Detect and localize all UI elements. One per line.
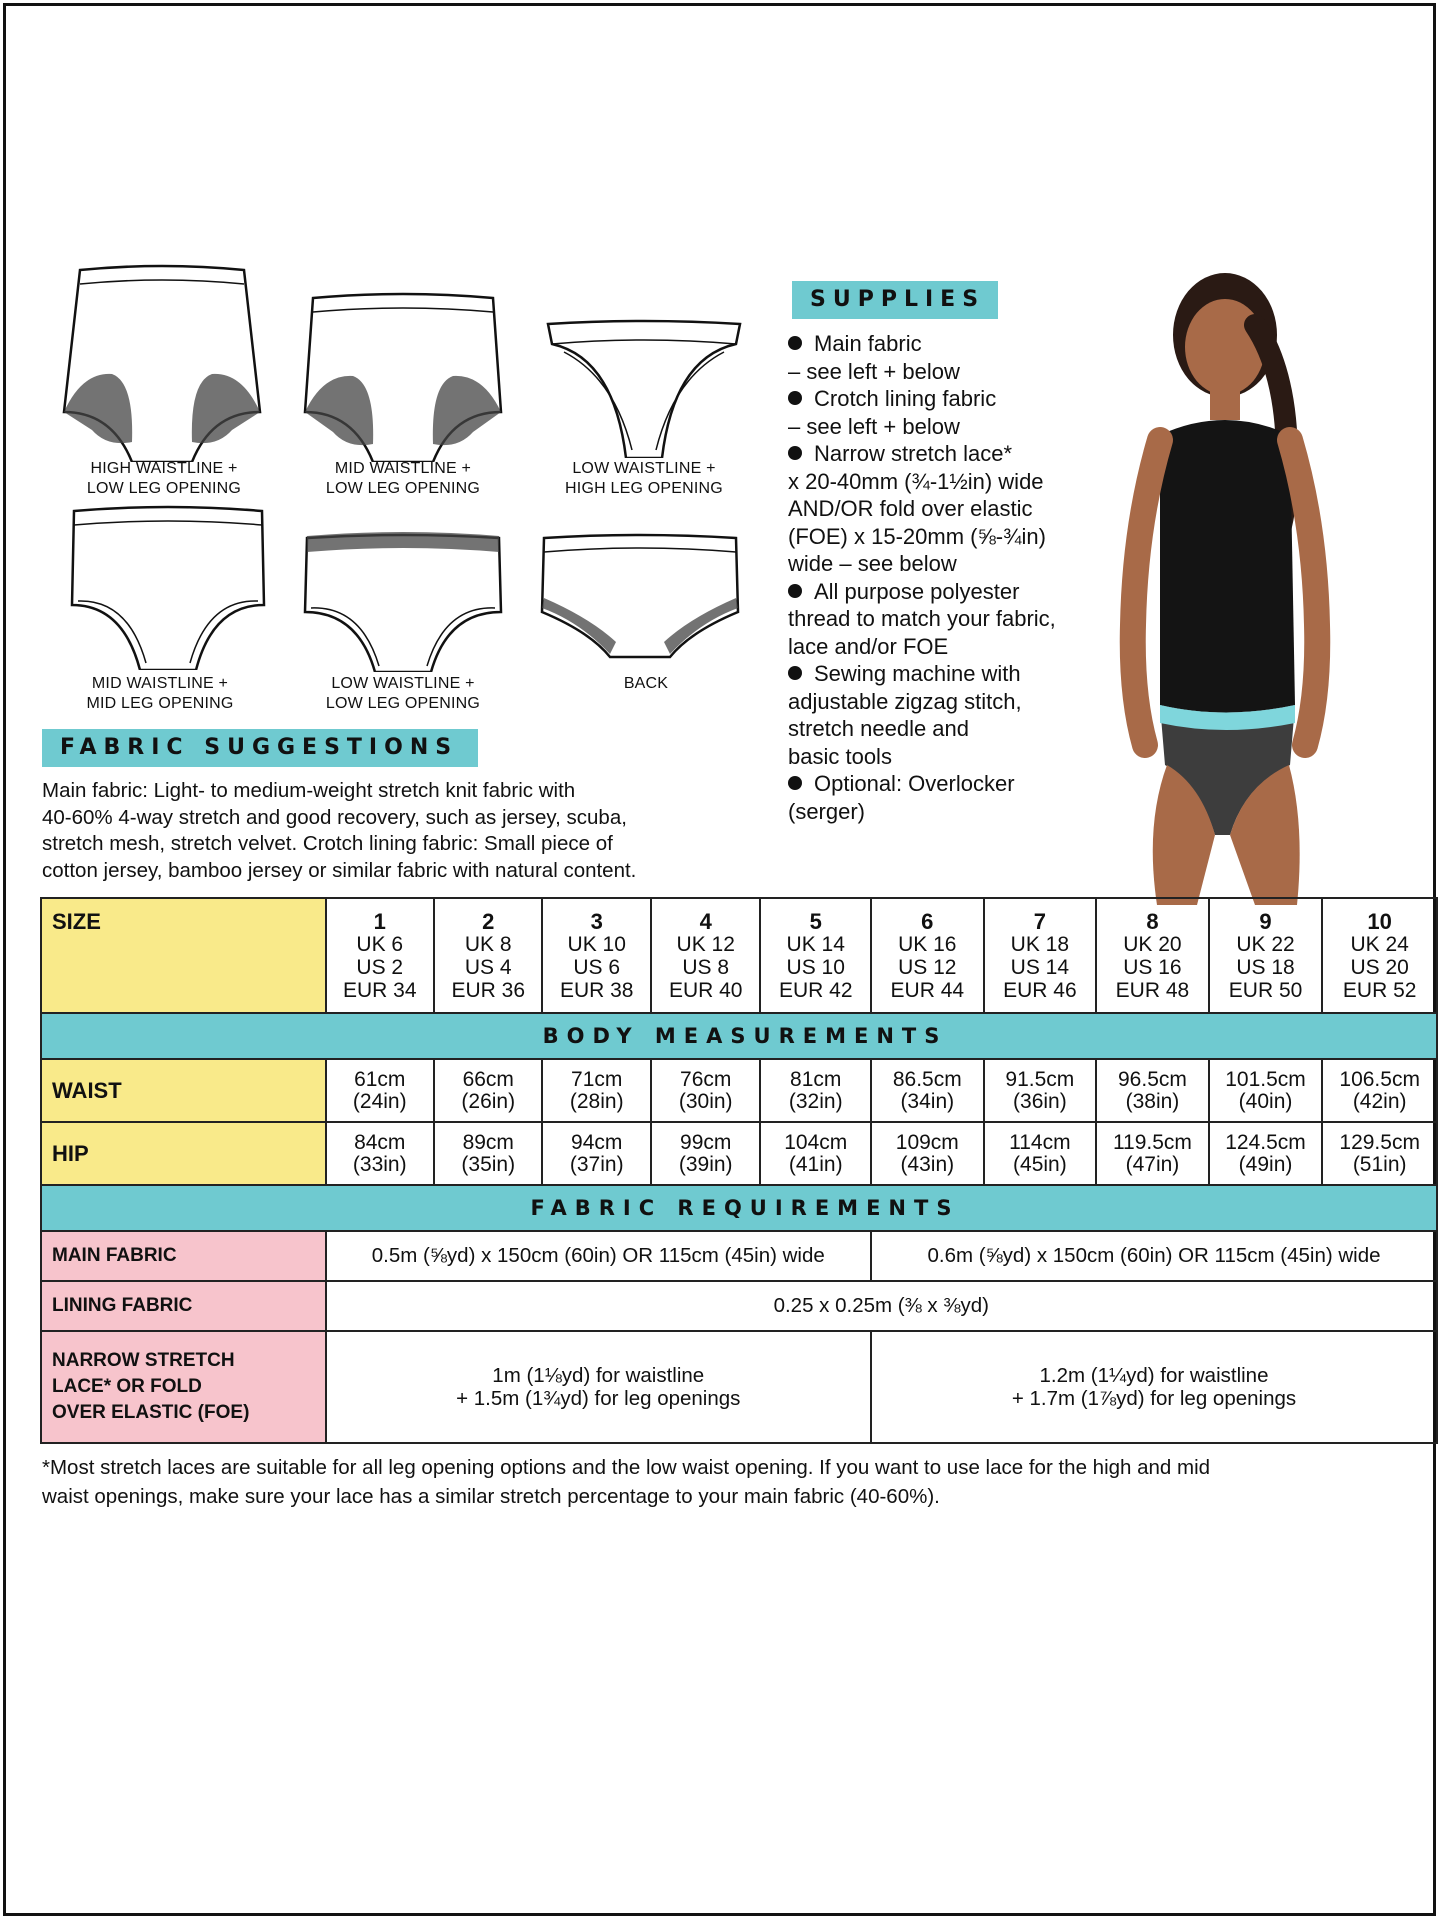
bullet-icon [788, 391, 802, 405]
waist-cell: 81cm (32in) [760, 1059, 871, 1122]
hip-cell: 84cm (33in) [326, 1122, 434, 1185]
main-fabric-row [41, 1231, 1437, 1281]
size-chart-table [40, 897, 1438, 1444]
hip-cell: 119.5cm (47in) [1096, 1122, 1209, 1185]
supplies-heading: SUPPLIES [792, 281, 998, 319]
lining-fabric-label: LINING FABRIC [41, 1281, 326, 1331]
supply-item: Sewing machine with adjustable zigzag stitch, stretch needle and basic tools [788, 661, 1022, 769]
bullet-icon [788, 666, 802, 680]
fabric-requirements-heading-row [41, 1185, 1437, 1231]
bullet-icon [788, 446, 802, 460]
waist-cell: 71cm (28in) [542, 1059, 650, 1122]
hip-cell: 89cm (35in) [434, 1122, 542, 1185]
low-waist-high-leg-illustration [544, 318, 744, 458]
lace-large-value: 1.2m (1¼yd) for waistline + 1.7m (1⅞yd) for leg openings [871, 1331, 1437, 1443]
model-photo [1105, 265, 1405, 905]
hip-cell: 99cm (39in) [651, 1122, 761, 1185]
size-cell: 1 UK 6 US 2 EUR 34 [326, 898, 434, 1013]
size-cell: 10 UK 24 US 20 EUR 52 [1322, 898, 1437, 1013]
supply-item: Crotch lining fabric – see left + below [788, 386, 997, 439]
size-cell: 6 UK 16 US 12 EUR 44 [871, 898, 984, 1013]
main-fabric-large-value: 0.6m (⅝yd) x 150cm (60in) OR 115cm (45in) wide [871, 1231, 1437, 1281]
body-measurements-heading: BODY MEASUREMENTS [41, 1013, 1437, 1059]
fabric-suggestions-heading: FABRIC SUGGESTIONS [42, 729, 478, 767]
lace-label: NARROW STRETCH LACE* OR FOLD OVER ELASTIC (FOE) [41, 1331, 326, 1443]
size-cell: 3 UK 10 US 6 EUR 38 [542, 898, 650, 1013]
size-cell: 9 UK 22 US 18 EUR 50 [1209, 898, 1323, 1013]
waist-cell: 76cm (30in) [651, 1059, 761, 1122]
size-label: SIZE [41, 898, 326, 1013]
supply-item: Optional: Overlocker (serger) [788, 771, 1015, 824]
caption-mid-waist-mid-leg: MID WAISTLINE + MID LEG OPENING [86, 675, 234, 712]
hip-cell: 104cm (41in) [760, 1122, 871, 1185]
lining-fabric-value: 0.25 x 0.25m (⅜ x ⅜yd) [326, 1281, 1437, 1331]
lace-small-value: 1m (1⅛yd) for waistline + 1.5m (1¾yd) for leg openings [326, 1331, 871, 1443]
waist-cell: 106.5cm (42in) [1322, 1059, 1437, 1122]
supply-item: Narrow stretch lace* x 20-40mm (¾-1½in) wide AND/OR fold over elastic (FOE) x 15-20mm (⅝-¾in) wide – see below [788, 441, 1046, 576]
hip-label: HIP [41, 1122, 326, 1185]
caption-mid-waist-low-leg: MID WAISTLINE + LOW LEG OPENING [325, 460, 481, 497]
hip-cell: 114cm (45in) [984, 1122, 1097, 1185]
size-cell: 5 UK 14 US 10 EUR 42 [760, 898, 871, 1013]
high-waist-low-leg-illustration [62, 262, 262, 462]
caption-high-waist-low-leg: HIGH WAISTLINE + LOW LEG OPENING [86, 460, 242, 497]
caption-low-waist-high-leg: LOW WAISTLINE + HIGH LEG OPENING [565, 460, 723, 497]
waist-cell: 96.5cm (38in) [1096, 1059, 1209, 1122]
bullet-icon [788, 336, 802, 350]
hip-cell: 94cm (37in) [542, 1122, 650, 1185]
footnote: *Most stretch laces are suitable for all leg opening options and the low waist opening. If you want to use lace for the high and mid waist openings, make sure your lace has a similar stretch percentage to your main fabric (40-60%). [42, 1456, 1211, 1508]
main-fabric-label: MAIN FABRIC [41, 1231, 326, 1281]
size-cell: 7 UK 18 US 14 EUR 46 [984, 898, 1097, 1013]
fabric-requirements-heading: FABRIC REQUIREMENTS [41, 1185, 1437, 1231]
waist-cell: 86.5cm (34in) [871, 1059, 984, 1122]
size-row [41, 898, 1437, 1013]
waist-cell: 66cm (26in) [434, 1059, 542, 1122]
waist-cell: 61cm (24in) [326, 1059, 434, 1122]
fabric-suggestions-text: Main fabric: Light- to medium-weight stretch knit fabric with 40-60% 4-way stretch and good recovery, such as jersey, scuba, stretch mesh, stretch velvet. Crotch lining fabric: Small piece of cotton jersey, bamboo jersey or similar fabric with natural content. [42, 779, 637, 882]
mid-waist-low-leg-illustration [303, 292, 503, 462]
size-cell: 2 UK 8 US 4 EUR 36 [434, 898, 542, 1013]
waist-row [41, 1059, 1437, 1122]
back-view-illustration [540, 532, 740, 662]
supply-item: All purpose polyester thread to match your fabric, lace and/or FOE [788, 578, 1056, 659]
mid-waist-mid-leg-illustration [68, 505, 268, 670]
supplies-list [788, 330, 1118, 825]
body-measurements-heading-row [41, 1013, 1437, 1059]
main-fabric-small-value: 0.5m (⅝yd) x 150cm (60in) OR 115cm (45in) wide [326, 1231, 871, 1281]
waist-cell: 101.5cm (40in) [1209, 1059, 1323, 1122]
lining-fabric-row [41, 1281, 1437, 1331]
hip-cell: 109cm (43in) [871, 1122, 984, 1185]
supply-item: Main fabric – see left + below [788, 331, 960, 384]
lace-row [41, 1331, 1437, 1443]
size-cell: 4 UK 12 US 8 EUR 40 [651, 898, 761, 1013]
bullet-icon [788, 584, 802, 598]
low-waist-low-leg-illustration [303, 532, 503, 672]
hip-cell: 124.5cm (49in) [1209, 1122, 1323, 1185]
waist-cell: 91.5cm (36in) [984, 1059, 1097, 1122]
hip-cell: 129.5cm (51in) [1322, 1122, 1437, 1185]
caption-low-waist-low-leg: LOW WAISTLINE + LOW LEG OPENING [325, 675, 481, 712]
caption-back: BACK [623, 675, 669, 692]
waist-label: WAIST [41, 1059, 326, 1122]
hip-row [41, 1122, 1437, 1185]
size-cell: 8 UK 20 US 16 EUR 48 [1096, 898, 1209, 1013]
